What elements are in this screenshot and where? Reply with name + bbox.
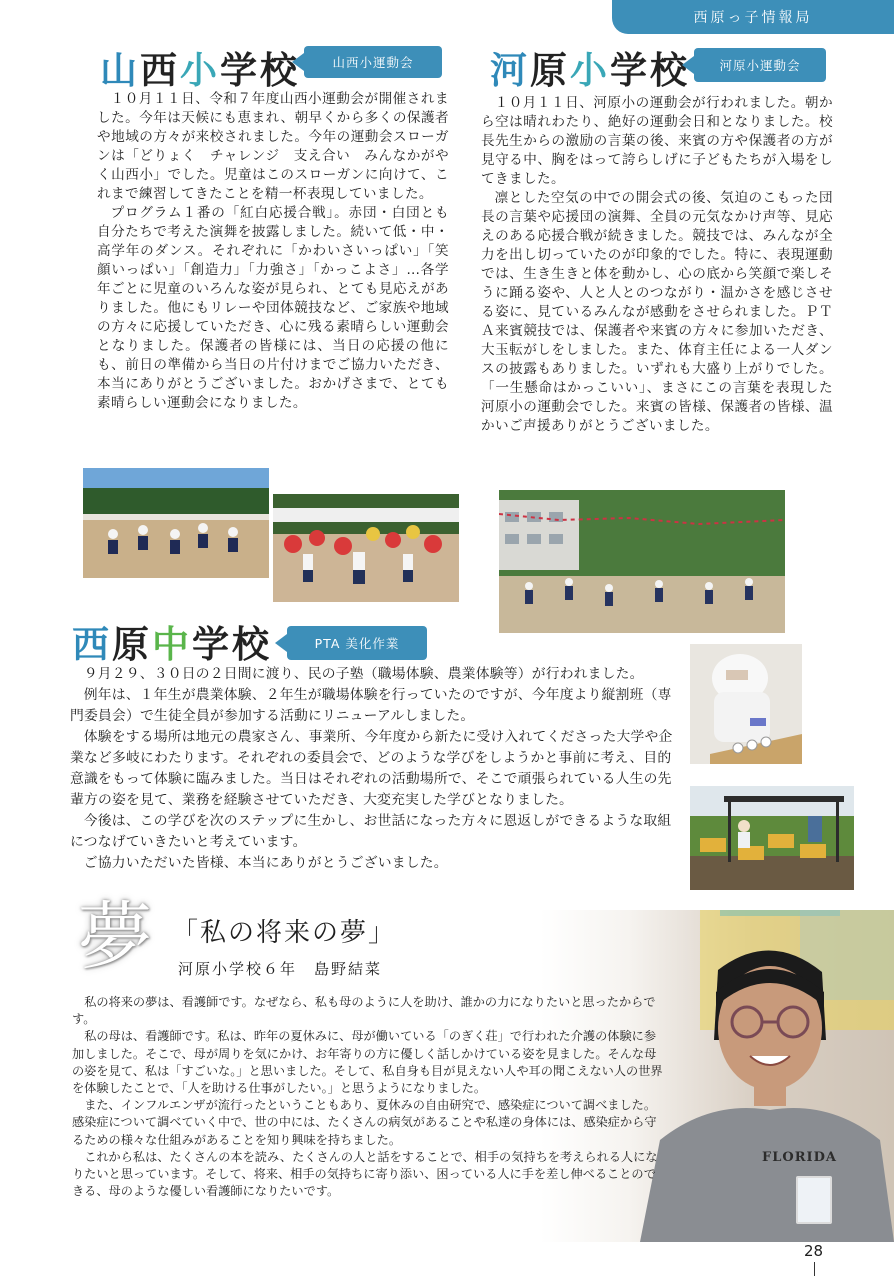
essay-paragraph: 私の母は、看護師です。私は、昨年の夏休みに、母が働いている「のぎく荘」で行われた介護の体験に参加しました。そこで、母が周りを気にかけ、お年寄りの方に優しく話しかけている姿を見ました。そんな母の姿を見て、私は「すごいな。」と思いました。そして、私自身も目が見えない人や耳の聞こえない人の世界を体験したことで、「人を助ける仕事がしたい。」と思うようになりました。 [72,1029,663,1096]
title-char: 原 [112,623,152,666]
yamanishi-photo-cheer [273,494,459,602]
title-char: 西 [72,623,112,666]
article-paragraph: プログラム１番の「紅白応援合戦」。赤団・白団とも自分たちで考えた演舞を披露しました。続いて低・中・高学年のダンス。それぞれに「かわいさいっぱい」「笑顔いっぱい」「創造力」「力強さ」「かっこよさ」…各学年ごとに児童のいろんな姿が見られ、とても見応えがありました。他にもリレーや団体競技など、ご家族や地域の方々に応援していただき、心に残る素晴らしい運動会となりました。保護者の皆様には、当日の応援の他にも、前日の準備から当日の片付けまでご協力いただき、本当にありがとうございました。おかげさまで、とても素晴らしい運動会になりました。 [97,205,449,411]
page-number: 28 [804,1242,824,1260]
yamanishi-photo-dance [83,468,269,578]
kawahara-photo-field [499,490,785,633]
title-char: 原 [530,49,570,92]
article-paragraph: 体験をする場所は地元の農家さん、事業所、今年度から新たに受け入れてくださった大学や企業など多岐にわたります。それぞれの委員会で、どのような学びをしようかと事前に考え、目的意識をもって体験に臨みました。当日はそれぞれの活動場所で、そこで頑張られている人生の先輩方の姿を見て、業務を経験させていただき、大変充実した学びとなりました。 [70,729,673,808]
title-char: 学 [610,49,650,92]
page-number-rule [814,1262,815,1276]
title-char: 河 [490,49,530,92]
section-header-tab: 西原っ子情報局 [612,0,894,34]
title-char: 校 [232,623,272,666]
essay-paragraph: 私の将来の夢は、看護師です。なぜなら、私も母のように人を助け、誰かの力になりたいと思ったからです。 [72,995,656,1027]
essay-author: 河原小学校６年 島野結菜 [178,960,383,978]
essay-title: 「私の将来の夢」 [172,918,397,948]
nishihara-tag: PTA 美化作業 [287,626,427,660]
nishihara-title [72,623,272,666]
article-paragraph: １０月１１日、河原小の運動会が行われました。朝から空は晴れわたり、絶好の運動会日和となりました。校長先生からの激励の言葉の後、来賓の方や保護者の方が見守る中、胸をはって誇らしげに子どもたちが入場をしてきました。 [481,95,833,187]
dream-kanji-heading: 夢 [78,894,152,980]
title-char: 小 [570,49,610,92]
kawahara-title [490,49,690,92]
article-paragraph: 凛とした空気の中での開会式の後、気迫のこもった団長の言葉や応援団の演舞、全員の元気なかけ声等、見応えのある応援合戦が続きました。競技では、みんなが全力を出し切っていたのが印象的でした。特に、表現運動では、生き生きと体を動かし、心の底から笑顔で楽しそうに踊る姿や、人と人とのつながり・温かさを感じさせる姿に、見ているみんなが感動をさせられました。ＰＴＡ来賓競技では、保護者や来賓の方々に参加いただき、大玉転がしをしました。また、体育主任による一人ダンスの披露もありました。いずれも大盛り上がりでした。「一生懸命はかっこいい」、まさにこの言葉を表現した河原小の運動会でした。来賓の皆様、保護者の皆様、温かいご声援ありがとうございました。 [481,190,833,434]
kawahara-article [481,94,833,436]
title-char: 学 [220,49,260,92]
article-paragraph: １０月１１日、令和７年度山西小運動会が開催されました。今年は天候にも恵まれ、朝早くから多くの保護者や地域の方々が来校されました。今年の運動会スローガンは「どりょく チャレンジ 支え合い みんなかがやく山西小」でした。児童はこのスローガンに向けて、これまで練習してきたことを精一杯表現していました。 [97,91,449,202]
nishihara-photo-factory [690,644,802,764]
name-badge [796,1176,832,1224]
article-paragraph: 例年は、１年生が農業体験、２年生が職場体験を行っていたのですが、今年度より縦割班（専門委員会）で生徒全員が参加する活動にリニューアルしました。 [70,687,672,724]
shirt-print: FLORIDA [762,1150,837,1165]
title-char: 中 [152,623,192,666]
title-char: 校 [650,49,690,92]
dream-essay [72,994,664,1200]
title-char: 校 [260,49,300,92]
title-char: 西 [140,49,180,92]
yamanishi-title [100,49,300,92]
title-char: 学 [192,623,232,666]
kawahara-tag: 河原小運動会 [694,48,826,82]
nishihara-photo-farm [690,786,854,890]
article-paragraph: 今後は、この学びを次のステップに生かし、お世話になった方々に恩返しができるような取組につなげていきたいと考えています。 [70,813,672,850]
article-paragraph: ご協力いただいた皆様、本当にありがとうございました。 [83,855,448,871]
title-char: 小 [180,49,220,92]
nishihara-article [70,664,682,874]
yamanishi-article [97,90,449,413]
article-paragraph: ９月２９、３０日の２日間に渡り、民の子塾（職場体験、農業体験等）が行われました。 [83,666,644,682]
essay-paragraph: また、インフルエンザが流行ったということもあり、夏休みの自由研究で、感染症について調べました。感染症について調べていく中で、世の中には、たくさんの病気があることや私達の身体には、感染症から守るための様々な仕組みがあることを知り興味を持ちました。 [72,1098,657,1147]
title-char: 山 [100,49,140,92]
essay-paragraph: これから私は、たくさんの本を読み、たくさんの人と話をすることで、相手の気持ちを考えられる人になりたいと思っています。そして、将来、相手の気持ちに寄り添い、困っている人に手を差し伸べることのできる、母のような優しい看護師になりたいです。 [72,1149,658,1199]
yamanishi-tag: 山西小運動会 [304,46,442,78]
